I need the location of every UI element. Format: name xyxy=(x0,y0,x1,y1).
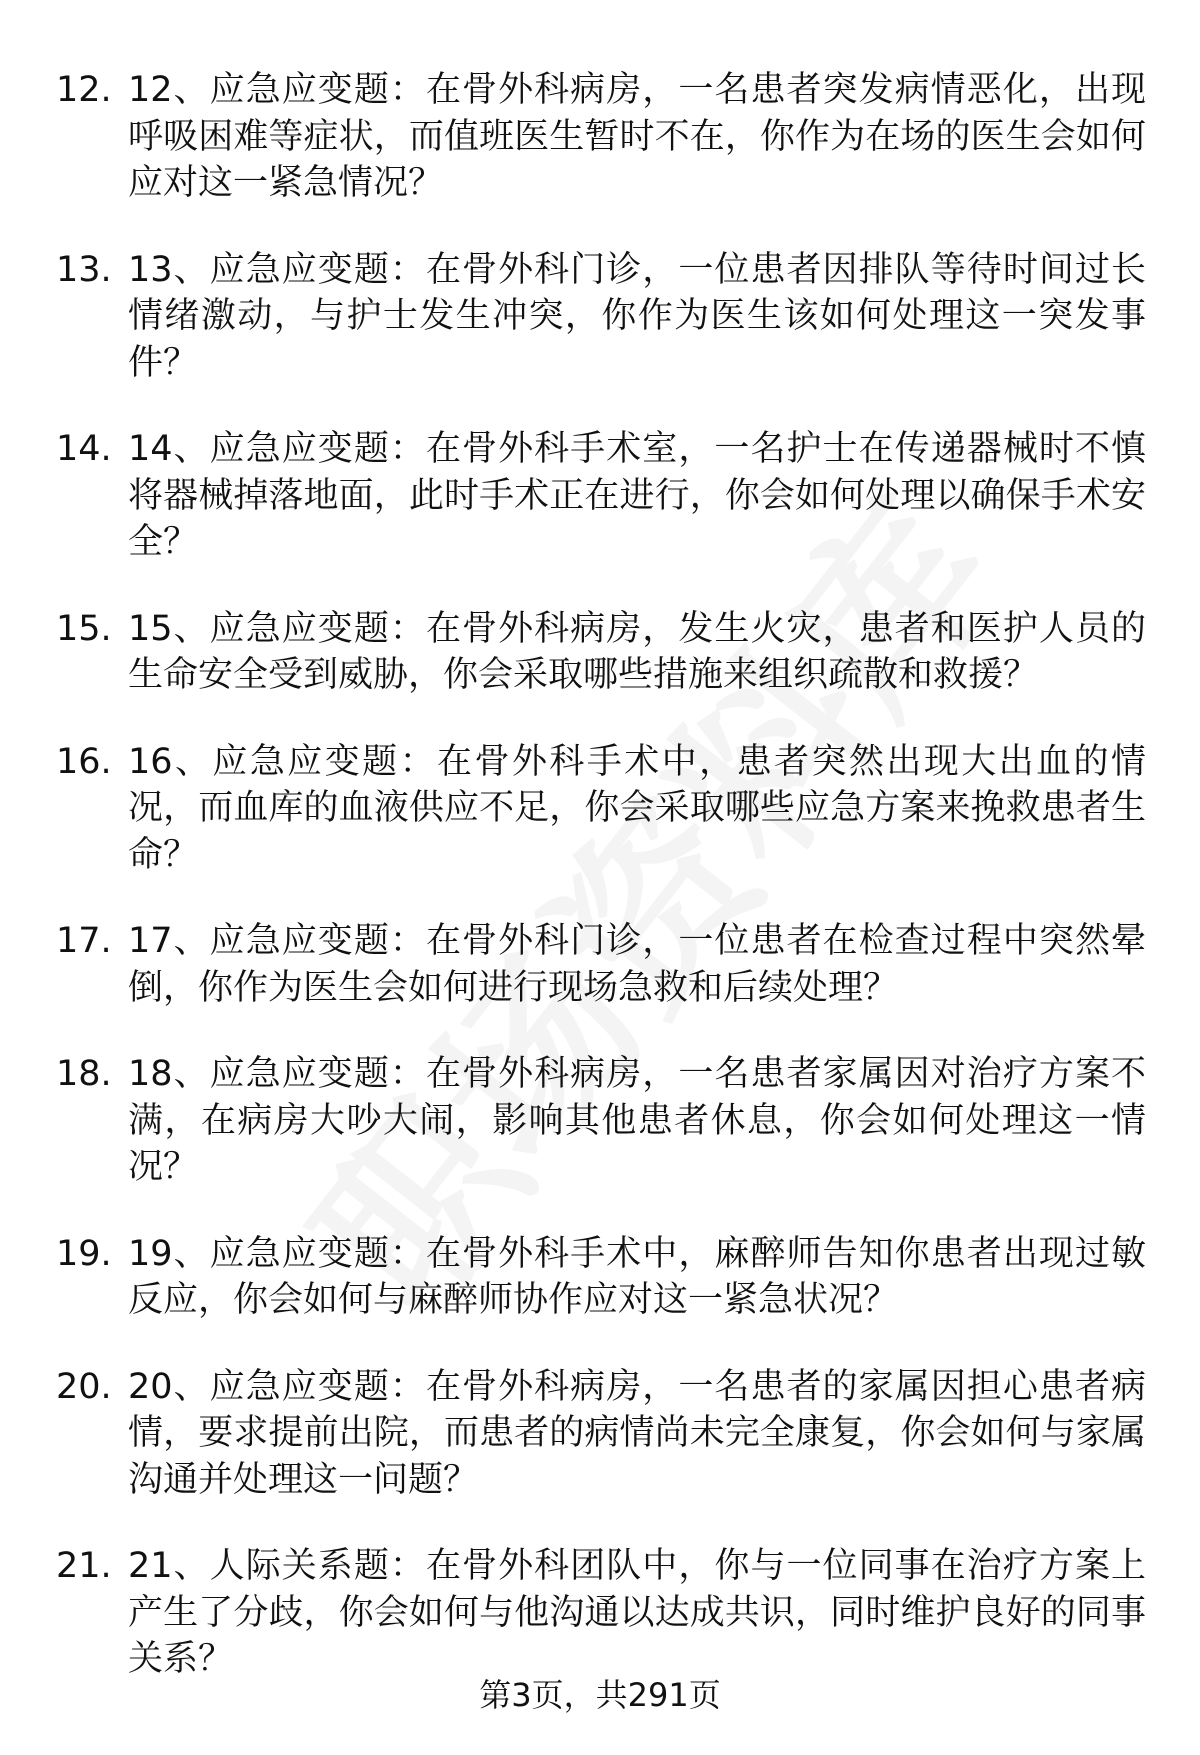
item-number: 14. xyxy=(56,429,112,469)
item-text: 20、应急应变题：在骨外科病房，一名患者的家属因担心患者病情，要求提前出院，而患者的病情尚未完全康复，你会如何与家属沟通并处理这一问题？ xyxy=(128,1366,1146,1500)
item-number: 17. xyxy=(56,921,112,961)
list-item xyxy=(0,1051,1200,1191)
item-number: 19. xyxy=(56,1233,112,1274)
list-item xyxy=(0,1543,1200,1683)
item-text: 12、应急应变题：在骨外科病房，一名患者突发病情恶化，出现呼吸困难等症状，而值班医生暂时不在，你作为在场的医生会如何应对这一紧急情况？ xyxy=(128,70,1146,203)
list-item xyxy=(0,739,1200,879)
item-number: 13. xyxy=(56,249,112,290)
list-item xyxy=(0,247,1200,387)
list-item xyxy=(0,1231,1200,1324)
list-item xyxy=(0,1364,1200,1504)
item-number: 12. xyxy=(56,70,112,110)
item-text: 15、应急应变题：在骨外科病房，发生火灾，患者和医护人员的生命安全受到威胁，你会采取哪些措施来组织疏散和救援？ xyxy=(128,608,1146,695)
question-list xyxy=(0,67,1200,1723)
item-text: 16、应急应变题：在骨外科手术中，患者突然出现大出血的情况，而血库的血液供应不足，你会采取哪些应急方案来挽救患者生命？ xyxy=(128,741,1146,875)
list-item xyxy=(0,606,1200,699)
page-footer: 第3页，共291页 xyxy=(479,1676,721,1714)
list-item xyxy=(0,918,1200,1011)
list-item xyxy=(0,426,1200,566)
item-text: 19、应急应变题：在骨外科手术中，麻醉师告知你患者出现过敏反应，你会如何与麻醉师协作应对这一紧急状况？ xyxy=(128,1233,1146,1320)
item-text: 18、应急应变题：在骨外科病房，一名患者家属因对治疗方案不满，在病房大吵大闹，影响其他患者休息，你会如何处理这一情况？ xyxy=(128,1054,1146,1187)
item-text: 14、应急应变题：在骨外科手术室，一名护士在传递器械时不慎将器械掉落地面，此时手术正在进行，你会如何处理以确保手术安全？ xyxy=(128,429,1146,562)
item-number: 18. xyxy=(56,1054,112,1094)
item-number: 15. xyxy=(56,608,112,649)
item-number: 20. xyxy=(56,1366,112,1407)
item-text: 13、应急应变题：在骨外科门诊，一位患者因排队等待时间过长情绪激动，与护士发生冲突，你作为医生该如何处理这一突发事件？ xyxy=(128,249,1146,383)
item-text: 17、应急应变题：在骨外科门诊，一位患者在检查过程中突然晕倒，你作为医生会如何进行现场急救和后续处理？ xyxy=(128,921,1146,1008)
item-text: 21、人际关系题：在骨外科团队中，你与一位同事在治疗方案上产生了分歧，你会如何与他沟通以达成共识，同时维护良好的同事关系？ xyxy=(128,1546,1146,1679)
item-number: 16. xyxy=(56,741,112,782)
item-number: 21. xyxy=(56,1546,112,1586)
list-item xyxy=(0,67,1200,207)
